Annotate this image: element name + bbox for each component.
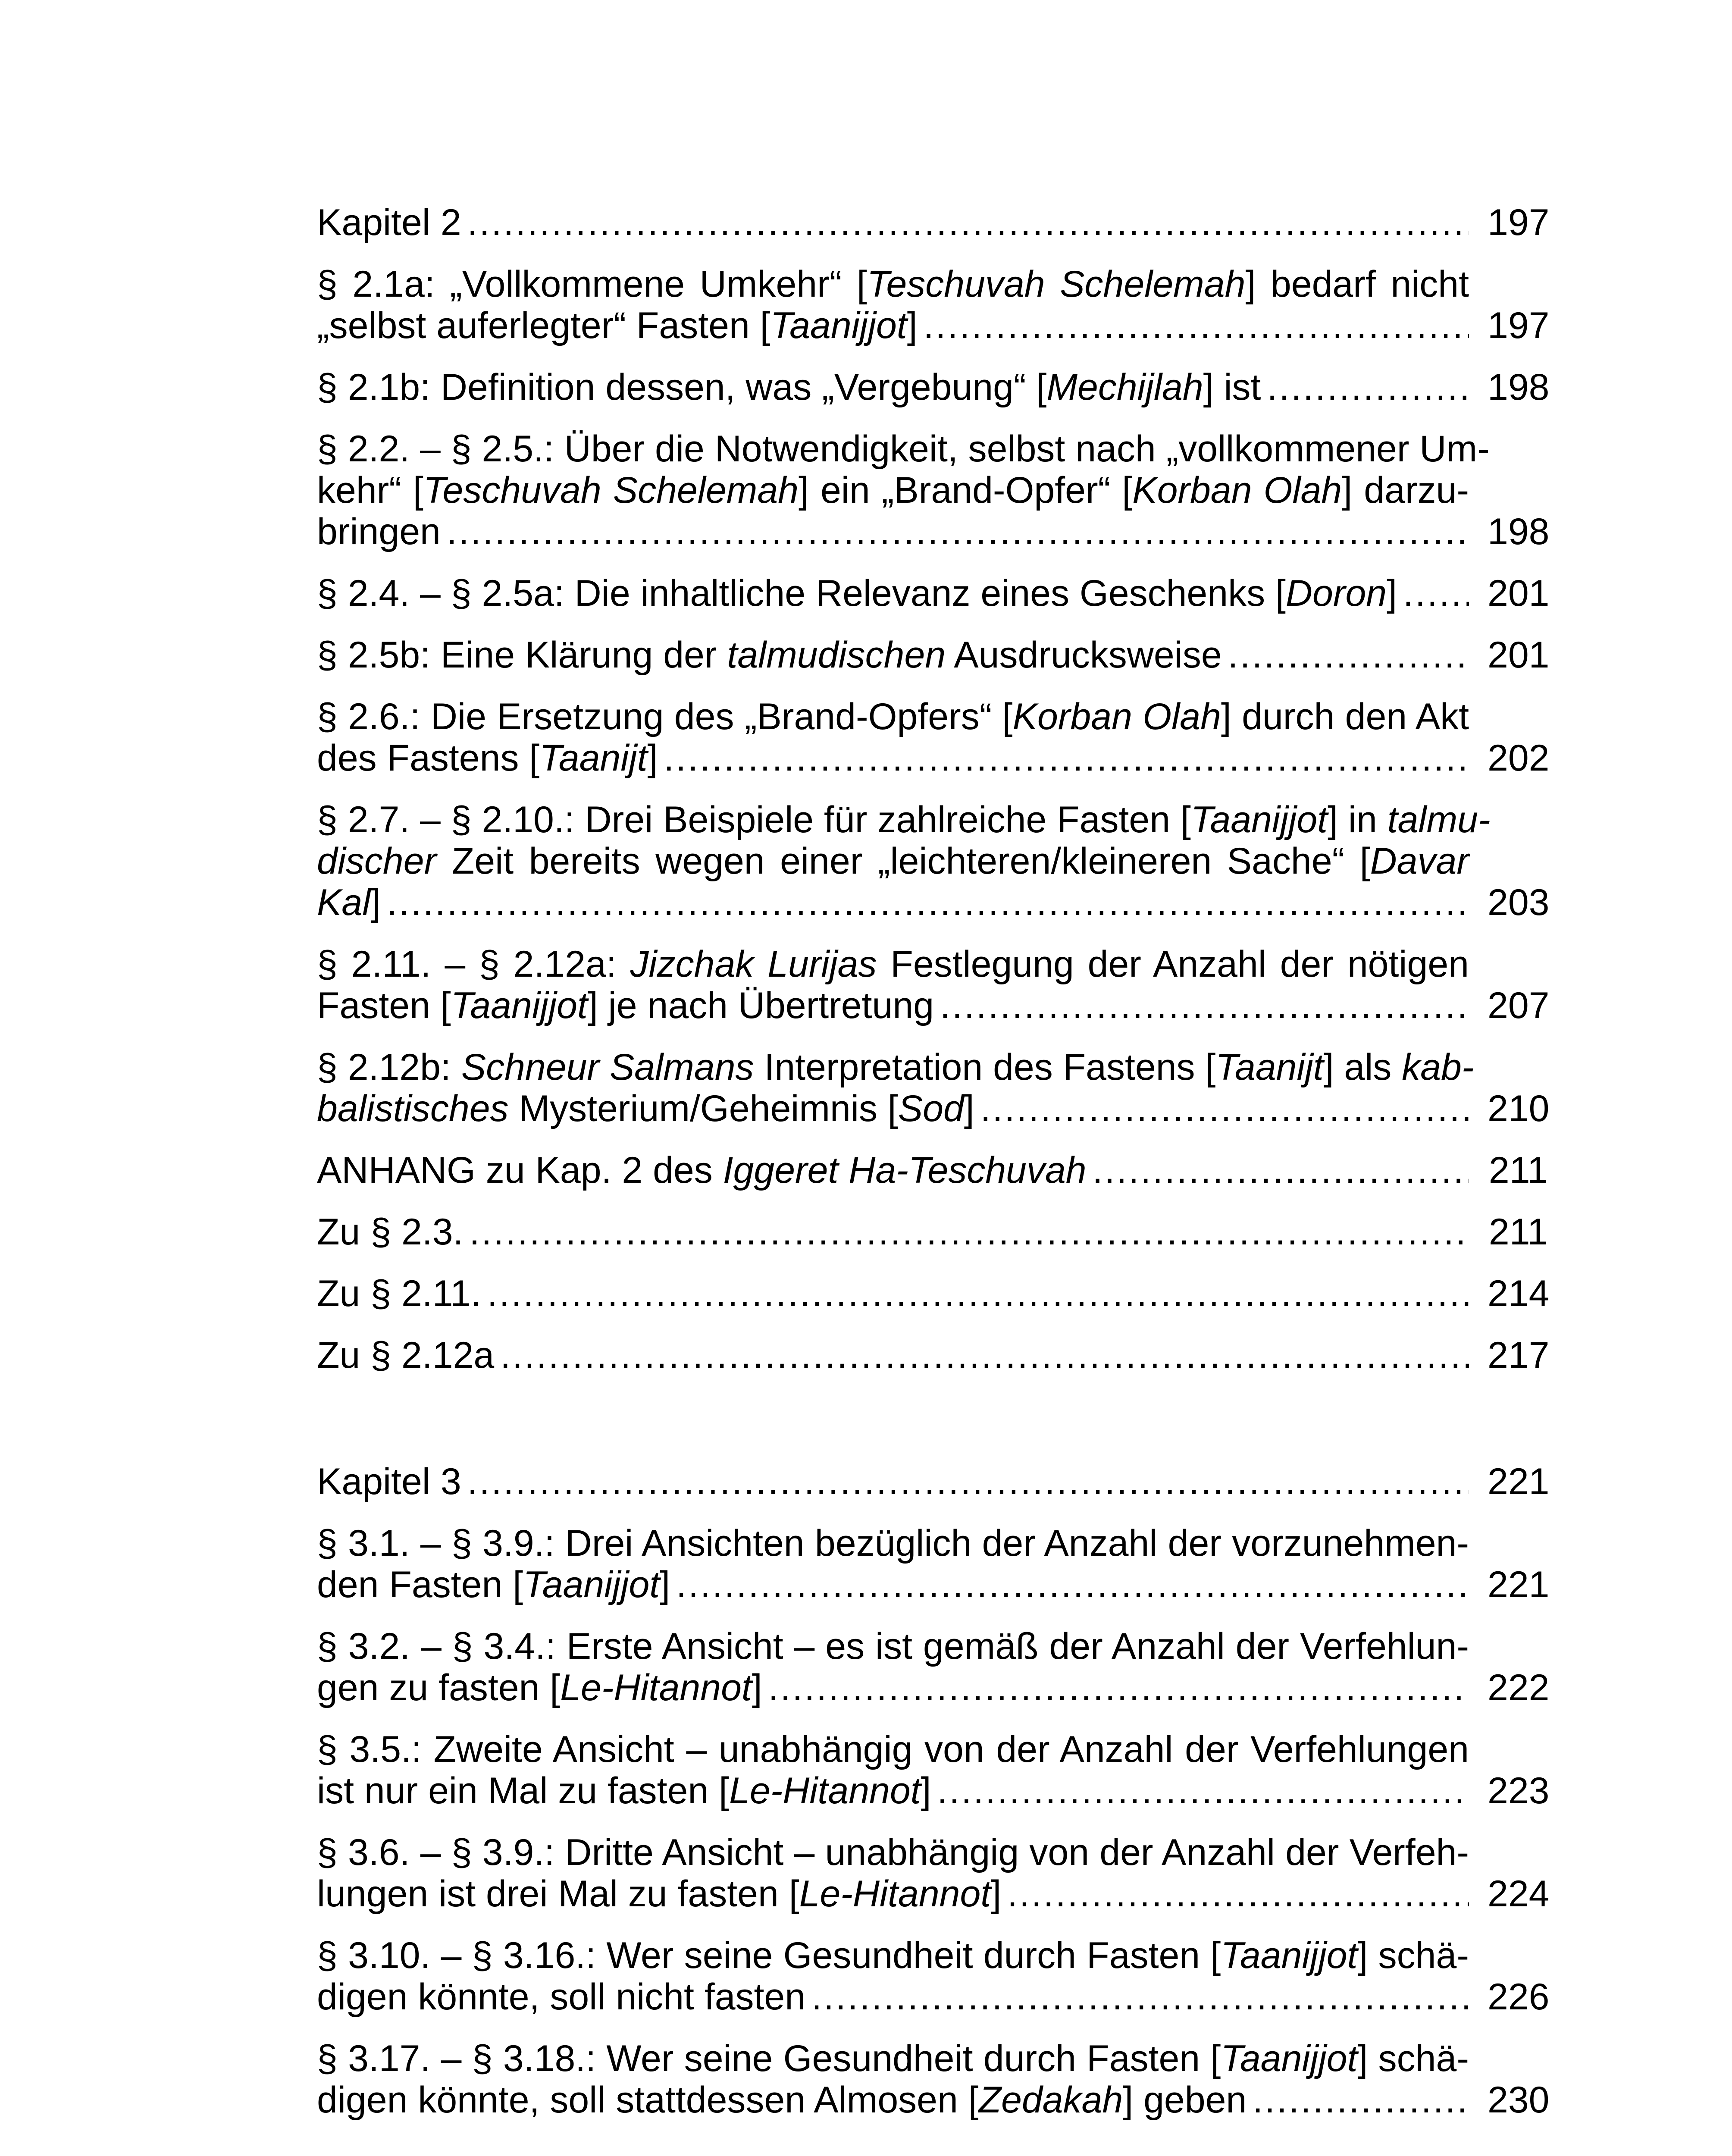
entry-text: Kapitel 2 <box>317 202 461 243</box>
page-number: 230 <box>1488 2079 1550 2121</box>
entry-text: Kapitel 3 <box>317 1461 461 1502</box>
page-number: 207 <box>1488 985 1550 1026</box>
entry-text-line: § 2.12b: Schneur Salmans Interpretation des Fastens [Taanijt] als kab- <box>317 1047 1474 1088</box>
entry-text-line <box>317 1564 1469 1605</box>
entry-text: digen könnte, soll nicht fasten <box>317 1976 806 2018</box>
toc-entry <box>317 1273 1550 1314</box>
dot-leader <box>811 1976 1469 2018</box>
entry-text-line <box>317 737 1469 779</box>
dot-leader <box>447 511 1469 552</box>
entry-text: digen könnte, soll stattdessen Almosen [Zedakah] geben <box>317 2079 1247 2121</box>
entry-text: § 2.4. – § 2.5a: Die inhaltliche Relevanz eines Geschenks [Doron] <box>317 573 1397 614</box>
page-number: 224 <box>1488 1873 1550 1915</box>
toc-entry <box>317 943 1550 1026</box>
toc-entry <box>317 1832 1550 1915</box>
entry-text-line <box>317 573 1469 614</box>
dot-leader <box>940 985 1469 1026</box>
page-number: 222 <box>1488 1667 1550 1708</box>
entry-text-line: § 3.1. – § 3.9.: Drei Ansichten bezüglich der Anzahl der vorzunehmen- <box>317 1523 1469 1564</box>
dot-leader <box>487 1273 1469 1314</box>
entry-text-line: § 3.2. – § 3.4.: Erste Ansicht – es ist gemäß der Anzahl der Verfehlun- <box>317 1626 1469 1667</box>
toc-entry <box>317 799 1550 923</box>
dot-leader <box>1267 367 1469 408</box>
toc-entry <box>317 367 1550 408</box>
toc-entry <box>317 1729 1550 1811</box>
page-number: 221 <box>1488 1461 1550 1502</box>
toc-entry <box>317 1335 1550 1376</box>
entry-text: Kal] <box>317 882 381 923</box>
entry-text: § 2.1b: Definition dessen, was „Vergebung“ [Mechijlah] ist <box>317 367 1261 408</box>
entry-text: ANHANG zu Kap. 2 des Iggeret Ha-Teschuvah <box>317 1150 1087 1191</box>
dot-leader <box>1253 2079 1469 2121</box>
chapter-heading <box>317 202 1550 243</box>
entry-text: „selbst auferlegter“ Fasten [Taanijjot] <box>317 305 918 346</box>
entry-text: lungen ist drei Mal zu fasten [Le-Hitannot] <box>317 1873 1002 1915</box>
page-number: 217 <box>1488 1335 1550 1376</box>
entry-text: Zu § 2.11. <box>317 1273 481 1314</box>
dot-leader <box>469 1211 1469 1253</box>
page-number: 197 <box>1488 202 1550 243</box>
dot-leader <box>1228 634 1469 676</box>
dot-leader <box>1007 1873 1469 1915</box>
entry-text: bringen <box>317 511 441 552</box>
entry-text-line <box>317 1211 1469 1253</box>
entry-text-line <box>317 985 1469 1026</box>
dot-leader <box>1403 573 1469 614</box>
entry-text-line <box>317 2079 1469 2121</box>
page-number: 223 <box>1488 1770 1550 1811</box>
entry-text-line <box>317 305 1469 346</box>
entry-text: ist nur ein Mal zu fasten [Le-Hitannot] <box>317 1770 931 1811</box>
dot-leader <box>768 1667 1469 1708</box>
entry-text: balistisches Mysterium/Geheimnis [Sod] <box>317 1088 974 1129</box>
table-of-contents <box>317 202 1548 2141</box>
dot-leader <box>500 1335 1469 1376</box>
chapter-spacer <box>317 1396 1548 1461</box>
toc-entry <box>317 696 1550 779</box>
page-number: 211 <box>1488 1150 1548 1191</box>
entry-text-line <box>317 1273 1469 1314</box>
entry-text-line: kehr“ [Teschuvah Schelemah] ein „Brand-Opfer“ [Korban Olah] darzu- <box>317 470 1469 511</box>
dot-leader <box>387 882 1469 923</box>
toc-entry <box>317 1150 1548 1191</box>
page-number: 197 <box>1488 305 1550 346</box>
page-number: 211 <box>1488 1211 1548 1253</box>
toc-entry <box>317 1523 1550 1605</box>
dot-leader <box>676 1564 1469 1605</box>
toc-entry <box>317 428 1550 552</box>
page-number: 214 <box>1488 1273 1550 1314</box>
entry-text-line: discher Zeit bereits wegen einer „leichteren/kleineren Sache“ [Davar <box>317 840 1469 882</box>
entry-text-line: § 2.1a: „Vollkommene Umkehr“ [Teschuvah Schelemah] bedarf nicht <box>317 263 1469 305</box>
entry-text-line <box>317 1873 1469 1915</box>
entry-text-line: § 3.6. – § 3.9.: Dritte Ansicht – unabhängig von der Anzahl der Verfeh- <box>317 1832 1469 1873</box>
toc-entry <box>317 1935 1550 2018</box>
toc-entry <box>317 573 1550 614</box>
entry-text-line <box>317 367 1469 408</box>
page-number: 198 <box>1488 511 1550 552</box>
entry-text: § 2.5b: Eine Klärung der talmudischen Ausdrucksweise <box>317 634 1222 676</box>
entry-text-line: § 2.7. – § 2.10.: Drei Beispiele für zahlreiche Fasten [Taanijjot] in talmu- <box>317 799 1491 840</box>
toc-entry <box>317 263 1550 346</box>
page-number: 198 <box>1488 367 1550 408</box>
dot-leader <box>467 1461 1469 1502</box>
entry-text-line <box>317 634 1469 676</box>
dot-leader <box>937 1770 1469 1811</box>
entry-text: Zu § 2.3. <box>317 1211 464 1253</box>
entry-text-line <box>317 1150 1469 1191</box>
entry-text: den Fasten [Taanijjot] <box>317 1564 670 1605</box>
toc-entry <box>317 634 1550 676</box>
entry-text-line <box>317 882 1469 923</box>
page-number: 221 <box>1488 1564 1550 1605</box>
entry-text-line: § 3.17. – § 3.18.: Wer seine Gesundheit durch Fasten [Taanijjot] schä- <box>317 2038 1469 2079</box>
dot-leader <box>1093 1150 1469 1191</box>
toc-entry <box>317 1211 1548 1253</box>
page-number: 210 <box>1488 1088 1550 1129</box>
dot-leader <box>664 737 1469 779</box>
dot-leader <box>980 1088 1469 1129</box>
dot-leader <box>924 305 1469 346</box>
entry-text-line: § 2.2. – § 2.5.: Über die Notwendigkeit, selbst nach „vollkommener Um- <box>317 428 1490 470</box>
entry-text-line: § 3.10. – § 3.16.: Wer seine Gesundheit durch Fasten [Taanijjot] schä- <box>317 1935 1469 1976</box>
entry-text: Zu § 2.12a <box>317 1335 495 1376</box>
entry-text-line: § 2.6.: Die Ersetzung des „Brand-Opfers“ [Korban Olah] durch den Akt <box>317 696 1469 737</box>
entry-text: Fasten [Taanijjot] je nach Übertretung <box>317 985 934 1026</box>
dot-leader <box>467 202 1469 243</box>
page-number: 226 <box>1488 1976 1550 2018</box>
chapter-heading <box>317 1461 1550 1502</box>
toc-entry <box>317 2038 1550 2121</box>
page-number: 202 <box>1488 737 1550 779</box>
toc-entry <box>317 1047 1550 1129</box>
page-number: 201 <box>1488 634 1550 676</box>
entry-text-line <box>317 1335 1469 1376</box>
entry-text-line <box>317 202 1469 243</box>
entry-text-line: § 2.11. – § 2.12a: Jizchak Lurijas Festlegung der Anzahl der nötigen <box>317 943 1469 985</box>
entry-text-line: § 3.5.: Zweite Ansicht – unabhängig von der Anzahl der Verfehlungen <box>317 1729 1469 1770</box>
entry-text-line <box>317 1461 1469 1502</box>
entry-text: gen zu fasten [Le-Hitannot] <box>317 1667 762 1708</box>
entry-text: des Fastens [Taanijt] <box>317 737 658 779</box>
toc-entry <box>317 1626 1550 1708</box>
entry-text-line <box>317 1667 1469 1708</box>
entry-text-line <box>317 1088 1469 1129</box>
entry-text-line <box>317 1976 1469 2018</box>
page-number: 201 <box>1488 573 1550 614</box>
entry-text-line <box>317 511 1469 552</box>
entry-text-line <box>317 1770 1469 1811</box>
page-number: 203 <box>1488 882 1550 923</box>
